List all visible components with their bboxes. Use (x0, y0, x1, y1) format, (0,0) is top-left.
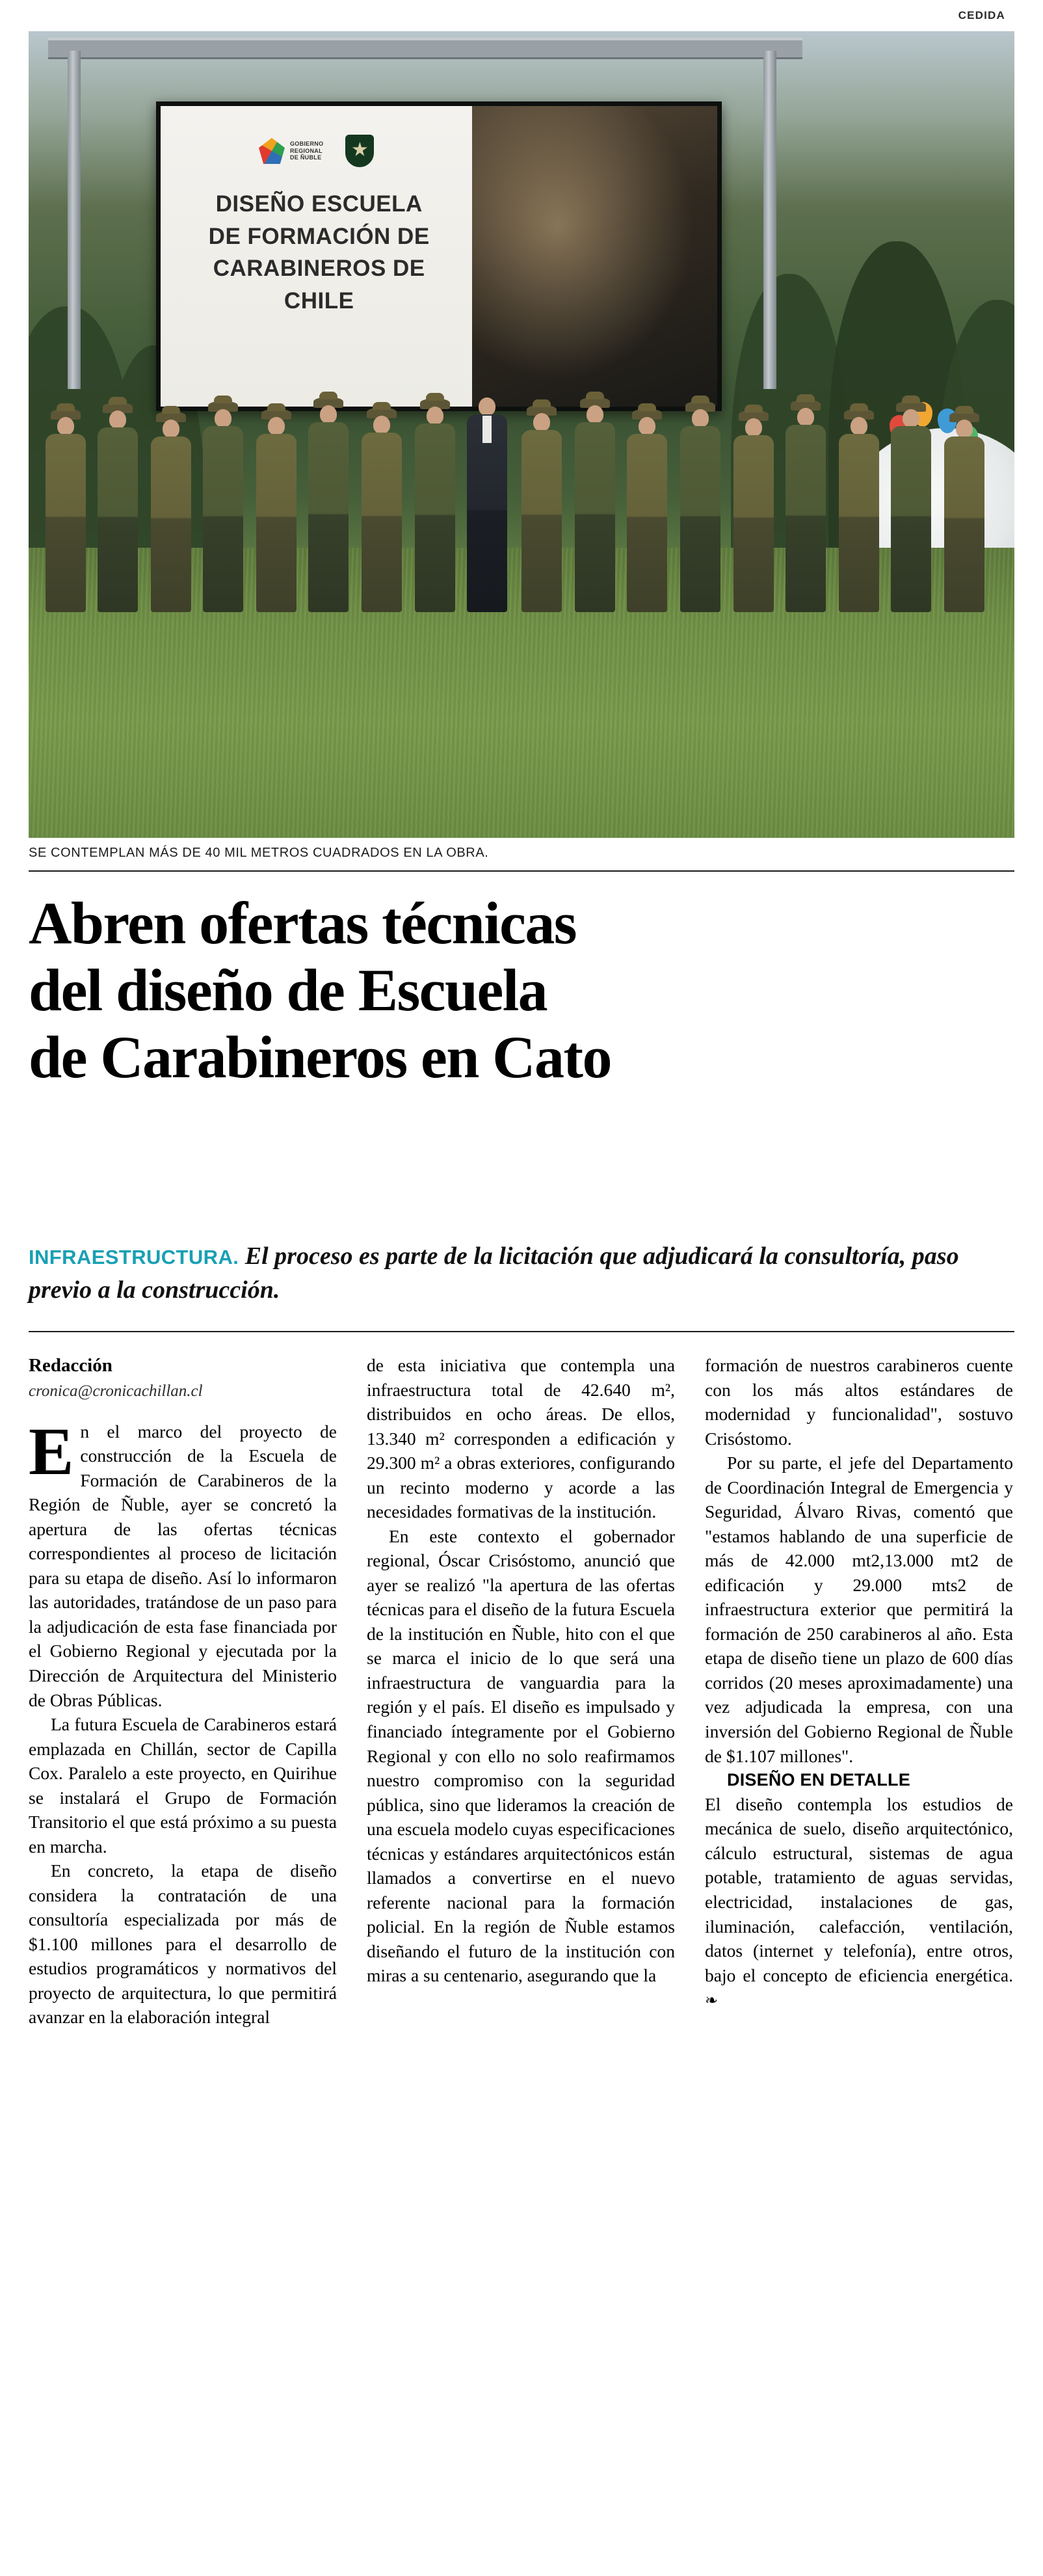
article-body (29, 1353, 1014, 2030)
person (887, 409, 935, 612)
headline-line-3: de Carabineros en Cato (29, 1024, 611, 1091)
people-row (29, 241, 1014, 611)
uniform (522, 430, 562, 612)
person (304, 405, 352, 612)
head (745, 418, 762, 436)
head (268, 417, 285, 435)
uniform (362, 433, 402, 612)
person-civilian (463, 397, 511, 612)
article-photo (29, 31, 1014, 838)
standfirst-text: El proceso es parte de la licitación que adjudicará la consultoría, paso previo a la construcción. (29, 1242, 959, 1304)
head (109, 410, 126, 429)
person (518, 413, 566, 612)
uniform (308, 422, 349, 612)
paragraph-text: El diseño contempla los estudios de mecánica de suelo, diseño arquitectónico, cálculo estructural, sistemas de agua potable, tratamiento de aguas servidas, electricidad, instalaciones de gas, iluminación, calefacción, ventilación, datos (internet y telefonía), entre otros, bajo el concepto de eficiencia energética. (705, 1793, 1013, 1985)
paragraph: En este contexto el gobernador regional, Óscar Crisóstomo, anunció que ayer se realizó "la apertura de las ofertas técnicas para el diseño de la futura Escuela de la institución en Ñuble, hito con el que se marca el inicio de lo que será una infraestructura de vanguardia para la región y el país. El diseño es impulsado y financiado íntegramente por el Gobierno Regional y con ello no solo reafirmamos nuestro compromiso con la seguridad pública, sino que lideramos la creación de una escuela modelo cuyas especificaciones técnicas y estándares arquitectónicos están llamados a convertirse en el nuevo referente nacional para la formación policial. En la región de Ñuble estamos diseñando el futuro de la institución con miras a su centenario, asegurando que la (367, 1525, 675, 1986)
person (730, 418, 778, 612)
head (639, 417, 655, 435)
headline-line-2: del diseño de Escuela (29, 957, 548, 1024)
screen-logos (161, 135, 472, 167)
kicker-label: INFRAESTRUCTURA. (29, 1246, 239, 1268)
column-1 (29, 1353, 337, 2030)
uniform (733, 435, 774, 612)
head (163, 420, 179, 438)
person (42, 417, 90, 612)
head (215, 409, 231, 427)
stage-truss (48, 38, 802, 59)
uniform (256, 434, 297, 612)
gobierno-line-2: REGIONAL (289, 147, 323, 154)
paragraph: En concreto, la etapa de diseño considera la contratación de una consultoría especializada por más de $1.100 millones para el desarrollo de estudios programáticos y normativos del proyecto de arquitectura, lo que permitirá avanzar en la elaboración integral (29, 1860, 337, 2028)
headline-line-1: Abren ofertas técnicas (29, 890, 576, 956)
paragraph (705, 1792, 1013, 2012)
divider-mid (29, 1331, 1014, 1332)
uniform (415, 423, 455, 612)
head (533, 413, 550, 431)
column-3 (705, 1353, 1013, 2030)
column-2 (367, 1353, 675, 2030)
head (373, 416, 390, 434)
gobierno-regional-logo (259, 138, 323, 164)
gobierno-line-3: DE ÑUBLE (289, 154, 322, 161)
uniform (680, 426, 720, 612)
person (147, 420, 195, 612)
person (676, 409, 724, 612)
person (571, 405, 619, 612)
uniform (575, 422, 615, 612)
uniform (786, 425, 826, 612)
person (199, 409, 247, 612)
screen-title-line-3: CARABINEROS DE CHILE (213, 256, 425, 314)
head (797, 408, 814, 426)
uniform (891, 426, 931, 612)
paragraph (29, 1414, 337, 1712)
person (835, 417, 883, 612)
person (782, 408, 830, 612)
uniform (203, 426, 243, 612)
paragraph-text: n el marco del proyecto de construcción de la Escuela de Formación de Carabineros de la Región de Ñuble, ayer se concretó la apertura de las ofertas técnicas correspondientes al proceso de licitación para su etapa de diseño. Así lo informaron las autoridades, tratándose de un paso para la adjudicación de esta fase financiada por el Gobierno Regional y ejecutada por la Dirección de Arquitectura del Ministerio de Obras Públicas. (29, 1421, 337, 1710)
head (851, 417, 867, 435)
uniform (98, 427, 138, 612)
person (940, 420, 988, 612)
person (252, 417, 300, 612)
dropcap: E (29, 1414, 74, 1489)
screen-title-line-2: DE FORMACIÓN DE (208, 223, 430, 249)
divider-top (29, 870, 1014, 872)
person (411, 407, 459, 612)
uniform (151, 436, 191, 612)
end-mark-icon: ❧ (705, 1992, 719, 2010)
head (427, 407, 443, 425)
photo-credit: CEDIDA (958, 9, 1005, 21)
screen-title-line-1: DISEÑO ESCUELA (215, 191, 423, 217)
page-title (29, 890, 1023, 1091)
head (903, 409, 919, 427)
person (623, 417, 671, 612)
paragraph: formación de nuestros carabineros cuente con los más altos estándares de modernidad y funcionalidad", sostuvo Crisóstomo. (705, 1355, 1013, 1449)
uniform (839, 434, 879, 612)
head (57, 417, 74, 435)
photo-caption: SE CONTEMPLAN MÁS DE 40 MIL METROS CUADRADOS EN LA OBRA. (29, 846, 489, 860)
shirt (482, 416, 492, 443)
head (956, 420, 973, 438)
standfirst (29, 1239, 1010, 1308)
head (320, 405, 337, 423)
section-subhead: DISEÑO EN DETALLE (727, 1770, 910, 1790)
person (94, 410, 142, 612)
gobierno-line-1: GOBIERNO (289, 141, 324, 148)
photo-canvas (29, 31, 1014, 838)
paragraph: de esta iniciativa que contempla una infraestructura total de 42.640 m², distribuidos en ocho áreas. De ellos, 13.340 m² corresponden a edificación y 29.300 m² a obras exteriores, configurando un recinto moderno y acorde a las necesidades formativas de la institución. (367, 1355, 675, 1522)
uniform (46, 434, 86, 612)
paragraph: La futura Escuela de Carabineros estará emplazada en Chillán, sector de Capilla Cox. Paralelo a este proyecto, en Quirihue se instalará el Grupo de Formación Transitorio el que está próximo a su puesta en marcha. (29, 1714, 337, 1857)
uniform (627, 434, 667, 612)
uniform (944, 436, 984, 612)
suit (467, 414, 507, 612)
carabineros-logo-icon (345, 135, 374, 167)
head (587, 405, 603, 423)
gobierno-logo-text (290, 141, 323, 161)
gobierno-mark-icon (259, 138, 285, 164)
head (479, 397, 495, 416)
byline-email: cronica@cronicachillan.cl (29, 1382, 203, 1400)
head (692, 409, 709, 427)
person (358, 416, 406, 612)
paragraph: Por su parte, el jefe del Departamento de Coordinación Integral de Emergencia y Seguridad, Álvaro Rivas, comentó que "estamos hablando de una superficie de más de 42.000 mt2,13.000 mt2 de edificación y 29.000 mts2 de infraestructura exterior que permitirá la formación de 250 carabineros al año. Esta etapa de diseño tiene un plazo de 600 días corridos (20 meses aproximadamente) una vez adjudicada la empresa, con una inversión del Gobierno Regional de Ñuble de $1.107 millones". (705, 1453, 1013, 1766)
byline-author: Redacción (29, 1355, 112, 1376)
